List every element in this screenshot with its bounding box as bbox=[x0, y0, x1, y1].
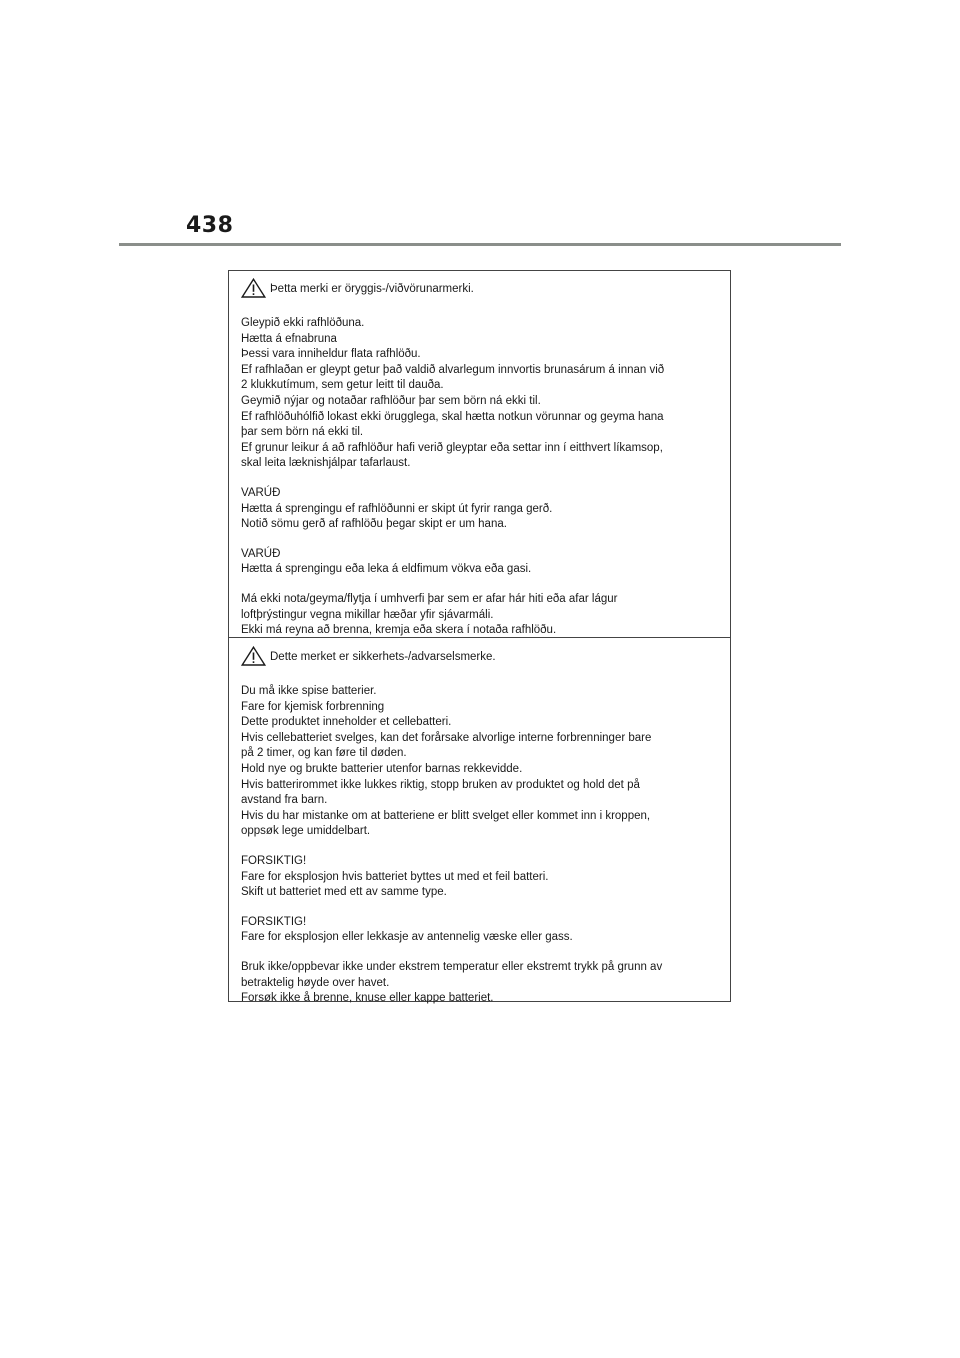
text-line: Dette produktet inneholder et cellebatteri. bbox=[241, 716, 452, 729]
notice-paragraph bbox=[241, 547, 720, 578]
text-line: Hvis cellebatteriet svelges, kan det forårsake alvorlige interne forbrenninger bare bbox=[241, 731, 652, 744]
warning-triangle-icon bbox=[241, 278, 266, 298]
text-line: oppsøk lege umiddelbart. bbox=[241, 825, 371, 838]
notice-paragraph bbox=[241, 486, 720, 533]
text-line: Ef rafhlaðan er gleypt getur það valdið alvarlegum innvortis brunasárum á innan við bbox=[241, 363, 665, 376]
text-line: Fare for kjemisk forbrenning bbox=[241, 700, 385, 713]
text-line: FORSIKTIG! bbox=[241, 854, 307, 867]
text-line: VARÚÐ bbox=[241, 486, 281, 499]
header-rule bbox=[119, 243, 841, 246]
text-line: Má ekki nota/geyma/flytja í umhverfi þar sem er afar hár hiti eða afar lágur bbox=[241, 592, 618, 605]
text-line: betraktelig høyde over havet. bbox=[241, 976, 390, 989]
text-line: Gleypið ekki rafhlöðuna. bbox=[241, 317, 365, 329]
text-line: Hvis du har mistanke om at batteriene er blitt svelget eller kommet inn i kroppen, bbox=[241, 809, 651, 822]
warning-line bbox=[241, 646, 720, 666]
text-line: Hold nye og brukte batterier utenfor barnas rekkevidde. bbox=[241, 762, 523, 775]
warning-triangle-icon bbox=[241, 646, 266, 666]
text-line: loftþrýstingur vegna mikillar hæðar yfir sjávarmáli. bbox=[241, 608, 494, 621]
text-line: Hvis batterirommet ikke lukkes riktig, stopp bruken av produktet og hold det på bbox=[241, 778, 640, 791]
safety-notice-box bbox=[228, 270, 731, 1005]
notice-paragraph bbox=[241, 854, 720, 901]
text-line: Geymið nýjar og notaðar rafhlöður þar sem börn ná ekki til. bbox=[241, 394, 541, 407]
text-line: þar sem börn ná ekki til. bbox=[241, 426, 364, 439]
text-line: Skift ut batteriet med ett av samme type. bbox=[241, 886, 447, 899]
text-line: Du må ikke spise batterier. bbox=[241, 685, 377, 697]
notice-paragraph bbox=[241, 684, 720, 840]
text-line: Fare for eksplosjon eller lekkasje av antennelig væske eller gass. bbox=[241, 931, 573, 944]
text-line: Hætta á efnabruna bbox=[241, 332, 337, 345]
text-line: Forsøk ikke å brenne, knuse eller kappe batteriet. bbox=[241, 992, 494, 1005]
text-line: FORSIKTIG! bbox=[241, 915, 307, 928]
notice-section-icelandic bbox=[229, 271, 730, 637]
text-line: VARÚÐ bbox=[241, 547, 281, 560]
warning-label: Dette merket er sikkerhets-/advarselsmerke. bbox=[270, 651, 496, 663]
notice-paragraph bbox=[241, 960, 720, 1007]
warning-label: Þetta merki er öryggis-/viðvörunarmerki. bbox=[270, 283, 474, 295]
warning-line bbox=[241, 278, 720, 298]
text-line: Þessi vara inniheldur flata rafhlöðu. bbox=[241, 348, 421, 361]
notice-paragraph bbox=[241, 915, 720, 946]
text-line: skal leita læknishjálpar tafarlaust. bbox=[241, 457, 411, 470]
text-line: Hætta á sprengingu ef rafhlöðunni er skipt út fyrir ranga gerð. bbox=[241, 502, 553, 515]
text-line: Ef grunur leikur á að rafhlöður hafi verið gleyptar eða settar inn í eitthvert líkamsop, bbox=[241, 441, 663, 454]
notice-section-norwegian bbox=[229, 637, 730, 1005]
text-line: Ef rafhlöðuhólfið lokast ekki örugglega, skal hætta notkun vörunnar og geyma hana bbox=[241, 410, 664, 423]
text-line: 2 klukkutímum, sem getur leitt til dauða. bbox=[241, 379, 444, 392]
notice-paragraph bbox=[241, 316, 720, 472]
text-line: Bruk ikke/oppbevar ikke under ekstrem temperatur eller ekstremt trykk på grunn av bbox=[241, 960, 663, 973]
text-line: Hætta á sprengingu eða leka á eldfimum vökva eða gasi. bbox=[241, 563, 532, 576]
text-line: på 2 timer, og kan føre til døden. bbox=[241, 747, 407, 760]
text-line: Ekki má reyna að brenna, kremja eða skera í notaða rafhlöðu. bbox=[241, 624, 557, 637]
text-line: avstand fra barn. bbox=[241, 794, 328, 807]
text-line: Notið sömu gerð af rafhlöðu þegar skipt er um hana. bbox=[241, 518, 507, 531]
notice-paragraph bbox=[241, 592, 720, 639]
page-number: 438 bbox=[186, 213, 234, 238]
text-line: Fare for eksplosjon hvis batteriet byttes ut med et feil batteri. bbox=[241, 870, 549, 883]
